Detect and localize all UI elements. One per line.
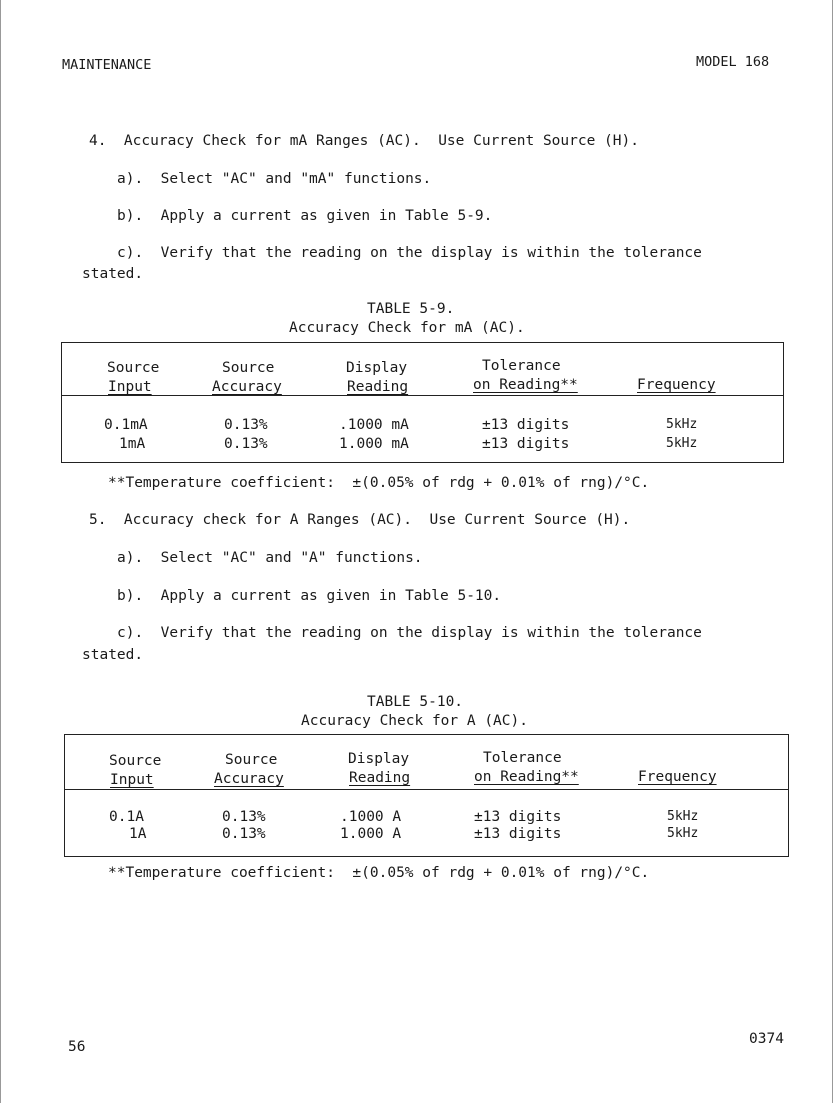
table1-footnote: **Temperature coefficient: ±(0.05% of rdg + 0.01% of rng)/°C. — [108, 475, 650, 491]
table2-row1-tolerance: ±13 digits — [474, 809, 562, 825]
table2-row1-frequency: 5kHz — [667, 809, 699, 824]
table1-row2-tolerance: ±13 digits — [482, 436, 570, 452]
table1-title: Accuracy Check for mA (AC). — [289, 320, 525, 336]
table2-header-reading: Reading — [349, 770, 411, 786]
section5-step-b: b). Apply a current as given in Table 5-10. — [117, 588, 502, 604]
table2-header-rule — [64, 789, 789, 790]
table2-row2-frequency: 5kHz — [667, 826, 699, 841]
running-header-left: MAINTENANCE — [62, 57, 152, 73]
table2-header-frequency: Frequency — [638, 769, 717, 785]
table1-row2-input: 1mA — [119, 436, 146, 452]
table2-row2-input: 1A — [129, 826, 147, 842]
page-right-edge — [832, 0, 833, 1103]
table1-row1-accuracy: 0.13% — [224, 417, 268, 433]
section4-step-a: a). Select "AC" and "mA" functions. — [117, 171, 432, 187]
table1-header-accuracy: Accuracy — [212, 379, 282, 395]
section5-heading: 5. Accuracy check for A Ranges (AC). Use Current Source (H). — [89, 512, 631, 528]
running-header-right: MODEL 168 — [696, 54, 770, 70]
table2-title: Accuracy Check for A (AC). — [301, 713, 528, 729]
table1-row1-tolerance: ±13 digits — [482, 417, 570, 433]
table1-row1-frequency: 5kHz — [666, 417, 698, 432]
table1-row2-reading: 1.000 mA — [339, 436, 409, 452]
table2-row1-input: 0.1A — [109, 809, 144, 825]
page-number: 56 — [68, 1039, 86, 1055]
table1-caption: TABLE 5-9. — [367, 301, 455, 317]
table1-header-display-top: Display — [346, 360, 408, 376]
table1-header-accuracy-top: Source — [222, 360, 275, 376]
section4-step-b: b). Apply a current as given in Table 5-9. — [117, 208, 493, 224]
table1-row2-frequency: 5kHz — [666, 436, 698, 451]
table2-row1-reading: .1000 A — [340, 809, 402, 825]
table1-header-input-top: Source — [107, 360, 160, 376]
document-code: 0374 — [749, 1031, 784, 1047]
section5-step-c-line2: stated. — [82, 647, 144, 663]
table2-header-tolerance: on Reading** — [474, 769, 579, 785]
table1-row2-accuracy: 0.13% — [224, 436, 268, 452]
table2-header-accuracy: Accuracy — [214, 771, 284, 787]
table2-header-display-top: Display — [348, 751, 410, 767]
table2-row2-reading: 1.000 A — [340, 826, 402, 842]
table2-header-input: Input — [110, 772, 154, 788]
table2-header-input-top: Source — [109, 753, 162, 769]
table1-header-input: Input — [108, 379, 152, 395]
table1-header-tolerance-top: Tolerance — [482, 358, 561, 374]
table2-row2-accuracy: 0.13% — [222, 826, 266, 842]
page-left-edge — [0, 0, 1, 1103]
table1-header-frequency: Frequency — [637, 377, 716, 393]
table2-footnote: **Temperature coefficient: ±(0.05% of rdg + 0.01% of rng)/°C. — [108, 865, 650, 881]
table1-header-rule — [61, 395, 784, 396]
table2-row2-tolerance: ±13 digits — [474, 826, 562, 842]
table1-row1-input: 0.1mA — [104, 417, 148, 433]
table2-header-tolerance-top: Tolerance — [483, 750, 562, 766]
table1-header-reading: Reading — [347, 379, 409, 395]
section4-step-c-line1: c). Verify that the reading on the display is within the tolerance — [117, 245, 702, 261]
section4-step-c-line2: stated. — [82, 266, 144, 282]
table2-row1-accuracy: 0.13% — [222, 809, 266, 825]
section5-step-c-line1: c). Verify that the reading on the display is within the tolerance — [117, 625, 702, 641]
section5-step-a: a). Select "AC" and "A" functions. — [117, 550, 423, 566]
table1-row1-reading: .1000 mA — [339, 417, 409, 433]
table2-caption: TABLE 5-10. — [367, 694, 464, 710]
section4-heading: 4. Accuracy Check for mA Ranges (AC). Use Current Source (H). — [89, 133, 639, 149]
table2-header-accuracy-top: Source — [225, 752, 278, 768]
table1-header-tolerance: on Reading** — [473, 377, 578, 393]
